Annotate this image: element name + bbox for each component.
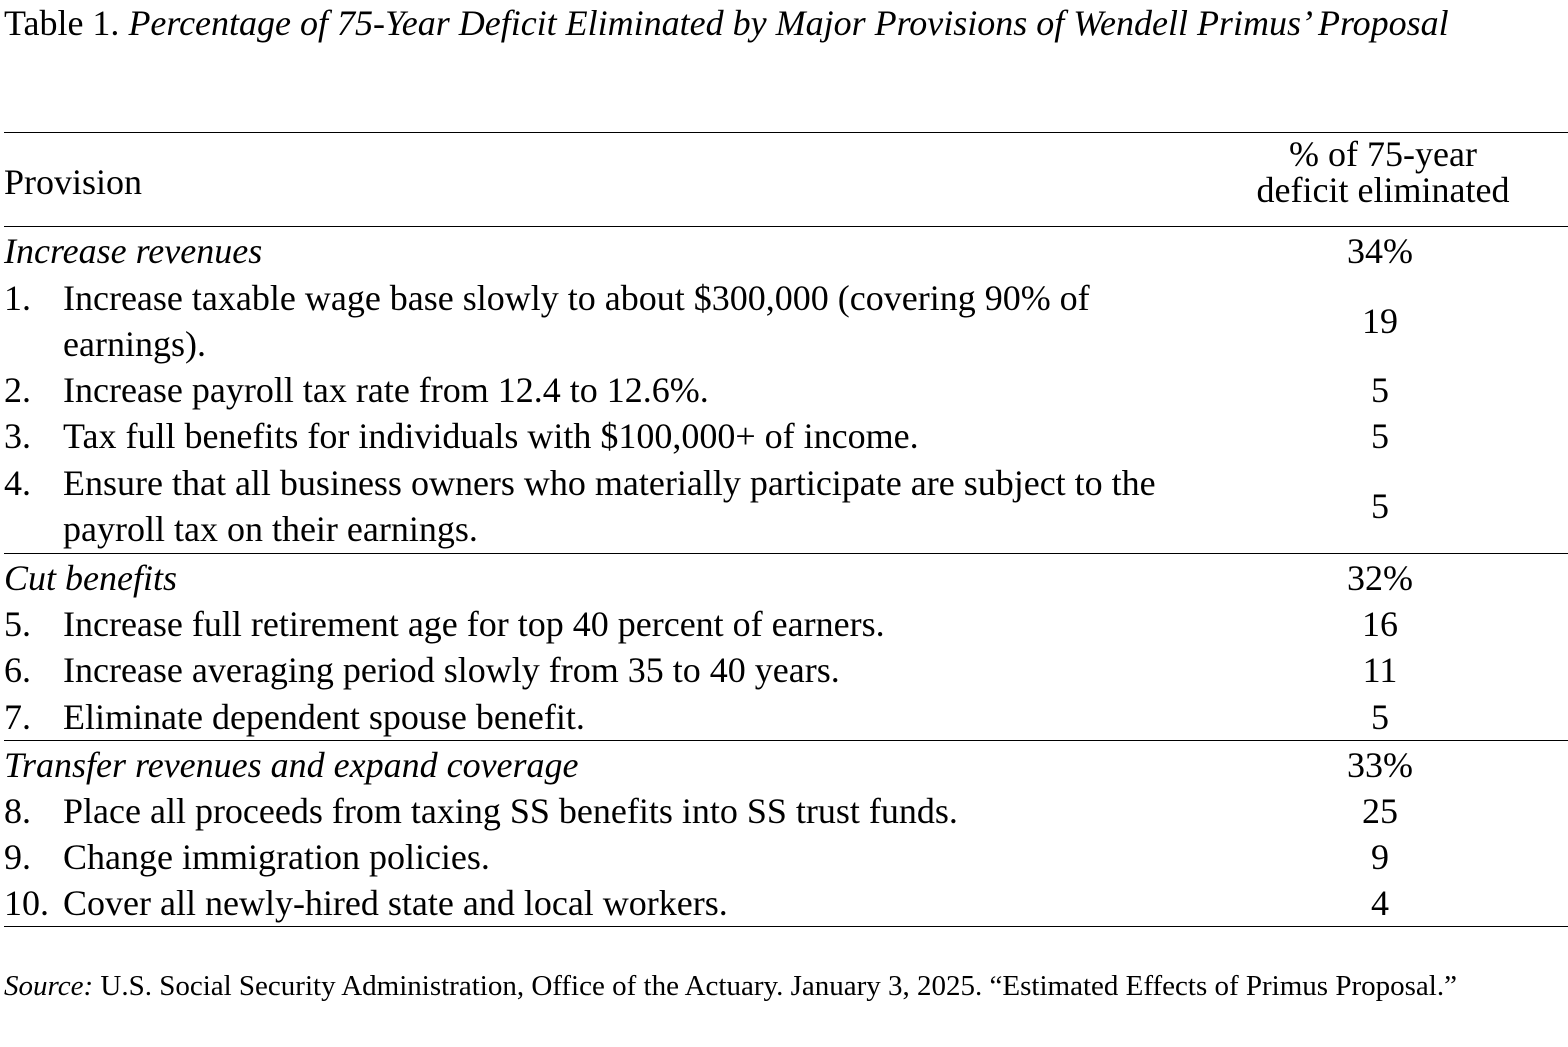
item-number: 2.	[4, 370, 31, 410]
header-rule	[4, 226, 1568, 227]
item-value: 5	[1371, 697, 1389, 737]
source-text: U.S. Social Security Administration, Office of the Actuary. January 3, 2025. “Estimated Effects of Primus Proposal.”	[93, 970, 1457, 1002]
caption-title: Percentage of 75-Year Deficit Eliminated by Major Provisions of Wendell Primus’ Proposal	[128, 3, 1449, 43]
source-note	[4, 966, 1564, 1006]
item-text: Increase full retirement age for top 40 percent of earners.	[63, 604, 885, 644]
item-text: Eliminate dependent spouse benefit.	[63, 697, 585, 737]
item-number: 7.	[4, 697, 31, 737]
section-rule-cut-benefits	[4, 553, 1568, 554]
item-value: 5	[1371, 370, 1389, 410]
section-label-cut-benefits: Cut benefits	[4, 558, 177, 598]
item-text: Ensure that all business owners who materially participate are subject to the payroll tax on their earnings.	[63, 463, 1156, 549]
caption-prefix: Table 1.	[4, 3, 129, 43]
table-top-rule	[4, 132, 1568, 133]
section-total-cut-benefits: 32%	[1347, 558, 1413, 598]
item-text: Place all proceeds from taxing SS benefits into SS trust funds.	[63, 791, 958, 831]
table-caption	[4, 0, 1544, 46]
item-value: 19	[1362, 301, 1398, 341]
item-value: 5	[1371, 486, 1389, 526]
item-text: Increase averaging period slowly from 35 to 40 years.	[63, 650, 840, 690]
item-text: Cover all newly-hired state and local workers.	[63, 883, 728, 923]
item-value: 4	[1371, 883, 1389, 923]
item-number: 9.	[4, 837, 31, 877]
table-bottom-rule	[4, 926, 1568, 927]
item-value: 25	[1362, 791, 1398, 831]
item-value: 9	[1371, 837, 1389, 877]
section-label-transfer-revenues: Transfer revenues and expand coverage	[4, 745, 579, 785]
item-text: Tax full benefits for individuals with $100,000+ of income.	[63, 416, 919, 456]
item-number: 4.	[4, 463, 31, 503]
section-label-increase-revenues: Increase revenues	[4, 231, 263, 271]
column-header-percent-line1: % of 75-year	[1289, 134, 1477, 174]
item-text	[63, 275, 1173, 367]
item-number: 5.	[4, 604, 31, 644]
column-header-percent-line2: deficit eliminated	[1256, 170, 1510, 210]
item-text-1: Increase taxable wage base slowly to about $300,000 (covering 90% of earnings).	[63, 278, 1090, 364]
item-number: 10.	[4, 883, 49, 923]
item-text: Change immigration policies.	[63, 837, 490, 877]
section-total-increase-revenues: 34%	[1347, 231, 1413, 271]
section-total-transfer-revenues: 33%	[1347, 745, 1413, 785]
column-header-percent	[1200, 136, 1566, 208]
source-label: Source:	[4, 970, 94, 1002]
item-number: 8.	[4, 791, 31, 831]
item-text: Increase payroll tax rate from 12.4 to 12.6%.	[63, 370, 709, 410]
section-rule-transfer-revenues	[4, 740, 1568, 741]
item-value: 11	[1362, 650, 1398, 690]
item-number: 1.	[4, 278, 31, 318]
item-value: 16	[1362, 604, 1398, 644]
item-value: 5	[1371, 416, 1389, 456]
column-header-provision: Provision	[4, 162, 143, 202]
item-number: 6.	[4, 650, 31, 690]
item-number: 3.	[4, 416, 31, 456]
